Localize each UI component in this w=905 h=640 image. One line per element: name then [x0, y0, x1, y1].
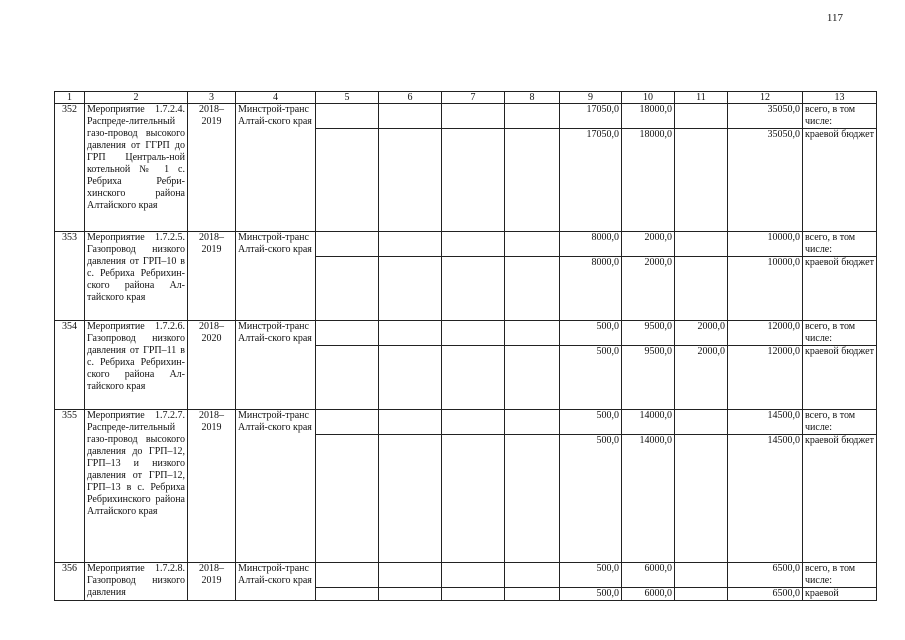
cell-c9: 8000,0 — [560, 257, 622, 321]
cell-c7 — [442, 257, 505, 321]
cell-c5 — [316, 104, 379, 129]
years: 2018–2019 — [188, 410, 236, 563]
cell-c12: 6500,0 — [728, 563, 803, 588]
cell-c11 — [675, 104, 728, 129]
cell-c10: 14000,0 — [622, 410, 675, 435]
years: 2018–2019 — [188, 563, 236, 601]
executor: Минстрой-транс Алтай-ского края — [236, 563, 316, 601]
cell-c8 — [505, 257, 560, 321]
cell-c7 — [442, 410, 505, 435]
cell-c7 — [442, 129, 505, 232]
cell-c10: 9500,0 — [622, 346, 675, 410]
cell-c10: 2000,0 — [622, 232, 675, 257]
header-cell: 10 — [622, 92, 675, 104]
row-number: 354 — [55, 321, 85, 410]
program-table — [54, 91, 877, 601]
cell-c9: 500,0 — [560, 410, 622, 435]
table-row — [55, 410, 877, 435]
cell-c6 — [379, 232, 442, 257]
cell-c12: 6500,0 — [728, 588, 803, 601]
cell-c6 — [379, 410, 442, 435]
cell-c13: краевой бюджет — [803, 129, 877, 232]
cell-c11: 2000,0 — [675, 321, 728, 346]
cell-c11 — [675, 588, 728, 601]
cell-c11 — [675, 129, 728, 232]
cell-c7 — [442, 104, 505, 129]
cell-c10: 14000,0 — [622, 435, 675, 563]
cell-c5 — [316, 257, 379, 321]
cell-c11 — [675, 435, 728, 563]
row-number: 353 — [55, 232, 85, 321]
cell-c6 — [379, 129, 442, 232]
header-cell: 3 — [188, 92, 236, 104]
cell-c8 — [505, 410, 560, 435]
header-cell: 2 — [85, 92, 188, 104]
cell-c5 — [316, 346, 379, 410]
cell-c13: краевой — [803, 588, 877, 601]
cell-c8 — [505, 346, 560, 410]
measure-name: Мероприятие 1.7.2.8. Газопровод низкого давления — [85, 563, 188, 601]
cell-c7 — [442, 588, 505, 601]
row-number: 356 — [55, 563, 85, 601]
years: 2018–2019 — [188, 232, 236, 321]
executor: Минстрой-транс Алтай-ского края — [236, 104, 316, 232]
cell-c7 — [442, 232, 505, 257]
cell-c5 — [316, 232, 379, 257]
cell-c10: 2000,0 — [622, 257, 675, 321]
cell-c13: краевой бюджет — [803, 435, 877, 563]
header-cell: 5 — [316, 92, 379, 104]
cell-c12: 35050,0 — [728, 129, 803, 232]
cell-c8 — [505, 588, 560, 601]
cell-c11: 2000,0 — [675, 346, 728, 410]
header-cell: 7 — [442, 92, 505, 104]
cell-c7 — [442, 435, 505, 563]
cell-c8 — [505, 232, 560, 257]
cell-c6 — [379, 346, 442, 410]
cell-c9: 8000,0 — [560, 232, 622, 257]
years: 2018–2019 — [188, 104, 236, 232]
executor: Минстрой-транс Алтай-ского края — [236, 410, 316, 563]
header-cell: 1 — [55, 92, 85, 104]
cell-c13: всего, в том числе: — [803, 321, 877, 346]
cell-c10: 6000,0 — [622, 563, 675, 588]
cell-c9: 500,0 — [560, 588, 622, 601]
cell-c13: всего, в том числе: — [803, 232, 877, 257]
cell-c6 — [379, 321, 442, 346]
cell-c12: 14500,0 — [728, 435, 803, 563]
cell-c10: 18000,0 — [622, 129, 675, 232]
cell-c9: 500,0 — [560, 435, 622, 563]
header-cell: 13 — [803, 92, 877, 104]
cell-c12: 10000,0 — [728, 232, 803, 257]
cell-c7 — [442, 346, 505, 410]
cell-c9: 500,0 — [560, 563, 622, 588]
cell-c8 — [505, 563, 560, 588]
measure-name: Мероприятие 1.7.2.5. Газопровод низкого давления от ГРП–10 в с. Ребриха Ребрихин-ского района Ал-тайского края — [85, 232, 188, 321]
header-cell: 6 — [379, 92, 442, 104]
cell-c12: 10000,0 — [728, 257, 803, 321]
cell-c5 — [316, 435, 379, 563]
table-row — [55, 563, 877, 588]
cell-c9: 17050,0 — [560, 129, 622, 232]
header-cell: 8 — [505, 92, 560, 104]
cell-c6 — [379, 257, 442, 321]
cell-c11 — [675, 232, 728, 257]
cell-c13: краевой бюджет — [803, 346, 877, 410]
cell-c6 — [379, 588, 442, 601]
cell-c7 — [442, 563, 505, 588]
row-number: 352 — [55, 104, 85, 232]
cell-c9: 17050,0 — [560, 104, 622, 129]
executor: Минстрой-транс Алтай-ского края — [236, 232, 316, 321]
cell-c13: всего, в том числе: — [803, 563, 877, 588]
cell-c8 — [505, 129, 560, 232]
cell-c12: 14500,0 — [728, 410, 803, 435]
cell-c8 — [505, 321, 560, 346]
page-number: 117 — [826, 12, 843, 24]
header-cell: 12 — [728, 92, 803, 104]
cell-c6 — [379, 104, 442, 129]
cell-c10: 6000,0 — [622, 588, 675, 601]
cell-c13: всего, в том числе: — [803, 104, 877, 129]
header-row — [55, 92, 877, 104]
cell-c10: 18000,0 — [622, 104, 675, 129]
cell-c5 — [316, 563, 379, 588]
cell-c12: 12000,0 — [728, 321, 803, 346]
cell-c5 — [316, 410, 379, 435]
cell-c9: 500,0 — [560, 321, 622, 346]
cell-c7 — [442, 321, 505, 346]
cell-c10: 9500,0 — [622, 321, 675, 346]
table-row — [55, 104, 877, 129]
cell-c9: 500,0 — [560, 346, 622, 410]
cell-c8 — [505, 435, 560, 563]
cell-c12: 12000,0 — [728, 346, 803, 410]
header-cell: 9 — [560, 92, 622, 104]
cell-c12: 35050,0 — [728, 104, 803, 129]
cell-c5 — [316, 321, 379, 346]
executor: Минстрой-транс Алтай-ского края — [236, 321, 316, 410]
years: 2018–2020 — [188, 321, 236, 410]
cell-c6 — [379, 563, 442, 588]
cell-c11 — [675, 410, 728, 435]
table-row — [55, 321, 877, 346]
cell-c5 — [316, 129, 379, 232]
cell-c13: краевой бюджет — [803, 257, 877, 321]
cell-c8 — [505, 104, 560, 129]
table-row — [55, 232, 877, 257]
cell-c13: всего, в том числе: — [803, 410, 877, 435]
header-cell: 4 — [236, 92, 316, 104]
cell-c6 — [379, 435, 442, 563]
measure-name: Мероприятие 1.7.2.7. Распреде-лительный газо-провод высокого давления до ГРП–12, ГРП–13 и низкого давления от ГРП–12, ГРП–13 в с. Ребриха Ребрихинского района Алтайского края — [85, 410, 188, 563]
measure-name: Мероприятие 1.7.2.4. Распреде-лительный газо-провод высокого давления от ГГРП до ГРП Централь-ной котельной № 1 с. Ребриха Ребри-хинского района Алтайского края — [85, 104, 188, 232]
row-number: 355 — [55, 410, 85, 563]
cell-c11 — [675, 563, 728, 588]
cell-c5 — [316, 588, 379, 601]
header-cell: 11 — [675, 92, 728, 104]
cell-c11 — [675, 257, 728, 321]
measure-name: Мероприятие 1.7.2.6. Газопровод низкого давления от ГРП–11 в с. Ребриха Ребрихин-ского района Ал-тайского края — [85, 321, 188, 410]
